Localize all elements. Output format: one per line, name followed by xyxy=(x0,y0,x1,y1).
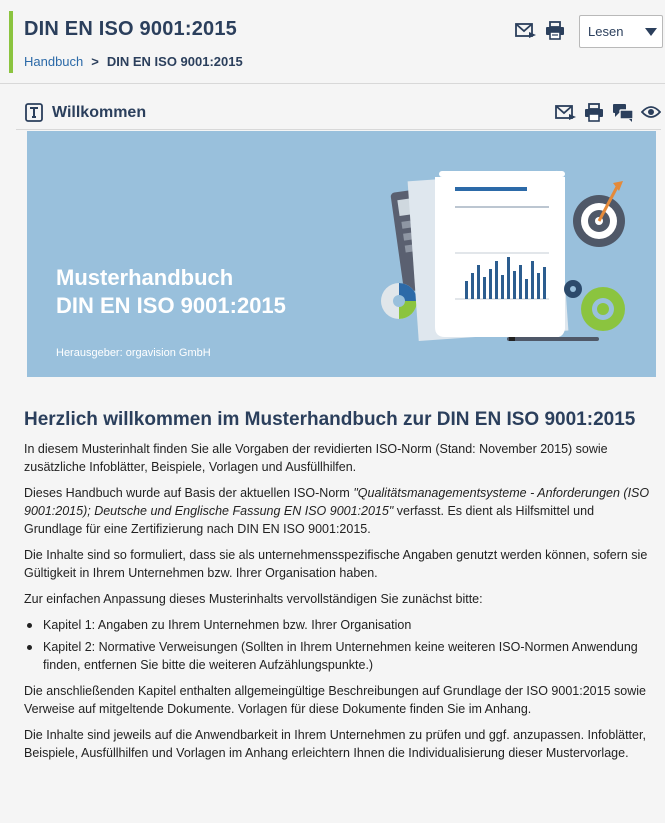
p2-text-before: Dieses Handbuch wurde auf Basis der aktuellen ISO-Norm xyxy=(24,486,354,500)
banner-illustration xyxy=(377,161,627,361)
accent-bar xyxy=(9,11,13,73)
mode-select-value: Lesen xyxy=(588,24,624,39)
chevron-down-icon xyxy=(645,28,657,36)
mail-forward-icon[interactable] xyxy=(515,22,537,40)
comments-icon[interactable] xyxy=(612,103,634,122)
content-paragraph-5: Die anschließenden Kapitel enthalten allgemeingültige Beschreibungen auf Grundlage der ISO 9001:2015 sowie Verweise auf mitgeltende Dokumente. Vorlagen für diese Dokumente finden Sie im Anhang. xyxy=(24,684,646,716)
mode-select[interactable] xyxy=(579,15,663,48)
section-header xyxy=(16,94,661,130)
print-icon[interactable] xyxy=(545,21,565,40)
content-paragraph-6: Die Inhalte sind jeweils auf die Anwendbarkeit in Ihrem Unternehmen zu prüfen und ggf. anzupassen. Infoblätter, Beispiele, Ausfüllhilfen und Vorlagen im Anhang erleichtern Ihnen die Individualisierung dieser Mustervorlage. xyxy=(24,728,646,760)
page-header xyxy=(0,0,665,84)
p2-norm-title: "Qualitätsmanagementsysteme - Anforderungen (ISO 9001:2015); Deutsche und Englische Fassung EN ISO 9001:2015" xyxy=(24,486,650,518)
breadcrumb-handbuch-link[interactable]: Handbuch xyxy=(24,54,84,69)
mail-forward-icon[interactable] xyxy=(555,104,577,122)
list-item: Kapitel 2: Normative Verweisungen (Sollten in Ihrem Unternehmen keine weiteren ISO-Normen Anwendung finden, entfernen Sie bitte die weiteren Aufzählungspunkte.) xyxy=(24,638,654,674)
content-paragraph-3: Die Inhalte sind so formuliert, dass sie als unternehmensspezifische Angaben genutzt werden können, sofern sie Gültigkeit in Ihrem Unternehmen bzw. Ihrer Organisation haben. xyxy=(24,548,648,580)
breadcrumb xyxy=(24,54,243,69)
view-icon[interactable] xyxy=(641,105,661,119)
print-icon[interactable] xyxy=(584,103,604,122)
banner-title-line2: DIN EN ISO 9001:2015 xyxy=(56,293,286,318)
breadcrumb-separator: > xyxy=(91,54,99,69)
welcome-banner xyxy=(27,131,656,377)
list-item: Kapitel 1: Angaben zu Ihrem Unternehmen bzw. Ihrer Organisation xyxy=(24,616,654,634)
content-paragraph-1: In diesem Musterinhalt finden Sie alle Vorgaben der revidierten ISO-Norm (Stand: November 2015) sowie zusätzliche Infoblätter, Beispiele, Vorlagen und Ausfüllhilfen. xyxy=(24,442,608,474)
section-title: Willkommen xyxy=(52,104,147,121)
content-paragraph-4: Zur einfachen Anpassung dieses Musterinhalts vervollständigen Sie zunächst bitte: xyxy=(24,592,483,606)
banner-title-line1: Musterhandbuch xyxy=(56,265,234,290)
banner-publisher: Herausgeber: orgavision GmbH xyxy=(56,347,211,359)
content-body xyxy=(24,408,654,770)
page-title: DIN EN ISO 9001:2015 xyxy=(24,18,237,40)
content-heading: Herzlich willkommen im Musterhandbuch zur DIN EN ISO 9001:2015 xyxy=(24,409,636,430)
chapter-list xyxy=(24,616,654,674)
p2-text-after: verfasst. Es dient als Hilfsmittel und Grundlage für eine Zertifizierung nach DIN EN ISO 9001:2015. xyxy=(24,504,595,536)
content-paragraph-2 xyxy=(24,484,654,538)
breadcrumb-current: DIN EN ISO 9001:2015 xyxy=(106,54,243,69)
text-document-icon xyxy=(25,103,43,122)
banner-title xyxy=(56,264,286,320)
